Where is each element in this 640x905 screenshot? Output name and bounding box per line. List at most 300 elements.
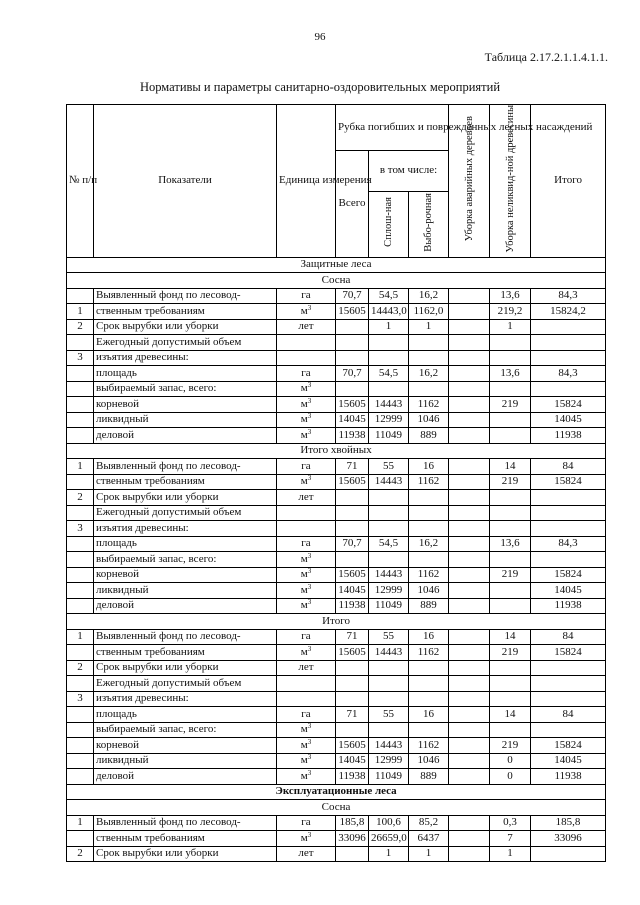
row-value [449,567,490,583]
row-indicator: ликвидный [94,753,277,769]
unit-superscript: 3 [307,567,312,576]
row-value: 185,8 [336,815,369,831]
table-row [67,412,606,428]
row-number [67,366,94,382]
row-value: 15824 [531,474,606,490]
row-value: 11938 [336,428,369,444]
unit-text: м [300,645,308,658]
section-row [67,614,606,630]
row-value: 14443,0 [369,304,409,320]
section-title: Защитные леса [67,257,606,273]
section-row [67,784,606,800]
row-value [531,521,606,537]
row-value: 15605 [336,645,369,661]
table-row [67,381,606,397]
row-value: 13,6 [490,366,531,382]
row-value: 11938 [531,428,606,444]
row-value: 55 [369,707,409,723]
row-value: 14 [490,459,531,475]
row-indicator: ственным требованиям [94,304,277,320]
row-unit [277,722,336,738]
row-value [490,691,531,707]
row-value [449,350,490,366]
table-row [67,459,606,475]
unit-text: м [300,428,308,441]
row-number [67,412,94,428]
row-value [449,738,490,754]
row-number: 2 [67,319,94,335]
row-value [336,319,369,335]
unit-text: м [300,831,308,844]
row-number [67,474,94,490]
row-value [449,304,490,320]
row-value: 11938 [531,769,606,785]
row-value: 84,3 [531,366,606,382]
row-value [336,722,369,738]
row-value [531,319,606,335]
row-value [490,335,531,351]
row-value: 12999 [369,753,409,769]
row-indicator: корневой [94,738,277,754]
table-row [67,676,606,692]
header-total-felling: Всего [336,151,369,258]
row-value [490,583,531,599]
row-indicator: изъятия древесины: [94,350,277,366]
row-number: 3 [67,691,94,707]
row-unit [277,397,336,413]
row-value [369,660,409,676]
row-value [449,831,490,847]
row-indicator: изъятия древесины: [94,691,277,707]
row-indicator: площадь [94,536,277,552]
row-value: 15824 [531,397,606,413]
row-value [449,428,490,444]
row-value: 71 [336,629,369,645]
row-value [531,505,606,521]
row-indicator: ственным требованиям [94,645,277,661]
row-value: 14045 [531,412,606,428]
row-value: 14443 [369,474,409,490]
row-value [449,505,490,521]
row-value [449,552,490,568]
section-row [67,257,606,273]
row-unit [277,707,336,723]
row-unit [277,831,336,847]
unit-text: лет [298,847,314,860]
unit-text: м [300,475,308,488]
row-value: 70,7 [336,536,369,552]
row-number: 1 [67,815,94,831]
row-unit [277,598,336,614]
header-including: в том числе: [369,151,449,192]
row-indicator: ственным требованиям [94,474,277,490]
row-value [449,366,490,382]
row-value: 15605 [336,738,369,754]
row-number: 1 [67,629,94,645]
row-unit [277,366,336,382]
row-value: 11938 [336,769,369,785]
row-value: 14045 [336,583,369,599]
table-row [67,335,606,351]
row-value [531,350,606,366]
table-row [67,304,606,320]
row-value: 889 [409,428,449,444]
row-value [531,676,606,692]
row-value [449,397,490,413]
row-value [409,521,449,537]
row-unit [277,304,336,320]
row-value [490,505,531,521]
unit-text: м [300,583,308,596]
row-value: 11049 [369,769,409,785]
table-row [67,769,606,785]
row-value [449,676,490,692]
row-indicator: Срок вырубки или уборки [94,660,277,676]
row-value: 219 [490,645,531,661]
row-value: 70,7 [336,288,369,304]
row-number [67,645,94,661]
table-row [67,753,606,769]
row-value: 13,6 [490,536,531,552]
row-value [409,505,449,521]
row-value [449,629,490,645]
header-emergency: Уборка аварийных деревьев [449,105,490,258]
row-value [490,428,531,444]
table-row [67,629,606,645]
row-value: 1162 [409,397,449,413]
unit-text: га [301,630,311,643]
row-unit [277,769,336,785]
row-unit [277,319,336,335]
row-value: 16,2 [409,288,449,304]
row-value: 219,2 [490,304,531,320]
row-value [490,350,531,366]
section-row [67,443,606,459]
row-value: 1162 [409,474,449,490]
row-value [336,691,369,707]
unit-text: м [300,552,308,565]
row-value: 26659,0 [369,831,409,847]
row-unit [277,350,336,366]
row-value [531,335,606,351]
row-value: 1 [369,846,409,862]
table-row [67,505,606,521]
row-value: 7 [490,831,531,847]
row-value [449,288,490,304]
row-value [449,846,490,862]
row-value: 14045 [336,412,369,428]
row-value: 11938 [531,598,606,614]
row-indicator: деловой [94,428,277,444]
row-indicator: Выявленный фонд по лесовод- [94,288,277,304]
row-value [336,381,369,397]
table-row [67,552,606,568]
row-value: 14443 [369,738,409,754]
unit-superscript: 3 [307,598,312,607]
unit-text: лет [298,490,314,503]
row-unit [277,381,336,397]
row-value: 1 [409,319,449,335]
table-label: Таблица 2.17.2.1.1.4.1.1. [484,50,608,64]
row-value: 16 [409,459,449,475]
row-value [531,691,606,707]
row-value [449,598,490,614]
row-value: 14 [490,629,531,645]
row-value: 1 [369,319,409,335]
row-value: 1046 [409,583,449,599]
unit-superscript: 3 [307,474,312,483]
row-number: 1 [67,459,94,475]
row-value [449,583,490,599]
row-unit [277,536,336,552]
header-sum: Итого [531,105,606,258]
row-value: 1162 [409,567,449,583]
unit-superscript: 3 [307,582,312,591]
unit-text: лет [298,320,314,333]
row-value [369,335,409,351]
row-indicator: Ежегодный допустимый объем [94,505,277,521]
unit-text: лет [298,661,314,674]
row-value [449,769,490,785]
row-value: 0 [490,753,531,769]
row-value: 55 [369,629,409,645]
table-row [67,428,606,444]
unit-superscript: 3 [307,396,312,405]
row-indicator: ликвидный [94,583,277,599]
row-value [490,722,531,738]
row-value: 14045 [531,583,606,599]
unit-superscript: 3 [307,722,312,731]
table-row [67,707,606,723]
table-row [67,536,606,552]
row-indicator: выбираемый запас, всего: [94,552,277,568]
row-indicator: корневой [94,567,277,583]
row-indicator: Срок вырубки или уборки [94,846,277,862]
row-indicator: Срок вырубки или уборки [94,319,277,335]
row-value [490,521,531,537]
row-number [67,753,94,769]
row-value: 12999 [369,412,409,428]
row-unit [277,753,336,769]
row-value: 15824 [531,567,606,583]
section-title: Итого [67,614,606,630]
row-value: 14443 [369,567,409,583]
row-value [449,753,490,769]
row-indicator: Срок вырубки или уборки [94,490,277,506]
row-value: 14443 [369,397,409,413]
row-indicator: выбираемый запас, всего: [94,381,277,397]
row-unit [277,846,336,862]
row-value [336,335,369,351]
row-value [449,691,490,707]
row-value [369,505,409,521]
row-value [531,722,606,738]
row-value: 71 [336,707,369,723]
row-value [490,552,531,568]
row-value: 6437 [409,831,449,847]
row-unit [277,738,336,754]
row-value: 54,5 [369,536,409,552]
unit-text: м [300,723,308,736]
row-value: 1 [409,846,449,862]
table-row [67,738,606,754]
row-value [409,722,449,738]
row-value [409,350,449,366]
unit-text: м [300,397,308,410]
row-value [409,691,449,707]
header-num: № п/п [67,105,94,258]
unit-text: м [300,413,308,426]
unit-superscript: 3 [307,644,312,653]
row-value: 219 [490,567,531,583]
header-clear: Сплош-ная [369,191,409,257]
row-value: 889 [409,598,449,614]
unit-text: м [300,304,308,317]
row-indicator: деловой [94,598,277,614]
unit-superscript: 3 [307,303,312,312]
row-value [336,350,369,366]
row-value [369,381,409,397]
row-value [409,552,449,568]
table-row [67,366,606,382]
row-value: 84,3 [531,536,606,552]
header-illiquid: Уборка неликвид-ной древесины [490,105,531,258]
row-value: 84 [531,629,606,645]
row-value [336,521,369,537]
row-value: 100,6 [369,815,409,831]
row-number [67,722,94,738]
table-row [67,397,606,413]
row-value [449,815,490,831]
row-value: 889 [409,769,449,785]
row-value [449,412,490,428]
table-row [67,831,606,847]
row-unit [277,567,336,583]
row-value: 15605 [336,397,369,413]
row-value: 16,2 [409,536,449,552]
row-value [531,846,606,862]
unit-text: м [300,568,308,581]
row-indicator: Ежегодный допустимый объем [94,676,277,692]
row-indicator: площадь [94,366,277,382]
row-number [67,769,94,785]
row-unit [277,645,336,661]
row-value: 1162 [409,738,449,754]
row-value: 14443 [369,645,409,661]
row-unit [277,629,336,645]
row-unit [277,490,336,506]
row-value [490,676,531,692]
row-value [369,676,409,692]
row-indicator: Выявленный фонд по лесовод- [94,629,277,645]
row-value: 219 [490,474,531,490]
row-unit [277,428,336,444]
row-value [336,552,369,568]
row-number [67,598,94,614]
row-value: 55 [369,459,409,475]
header-indicator: Показатели [94,105,277,258]
row-indicator: корневой [94,397,277,413]
row-value [369,490,409,506]
row-value [336,505,369,521]
table-row [67,815,606,831]
row-number: 2 [67,660,94,676]
row-unit [277,552,336,568]
table-row [67,350,606,366]
row-value: 33096 [531,831,606,847]
row-value [490,598,531,614]
row-value: 54,5 [369,288,409,304]
row-value: 16,2 [409,366,449,382]
row-unit [277,583,336,599]
row-value [336,660,369,676]
row-unit [277,815,336,831]
row-value: 0 [490,769,531,785]
row-value [531,552,606,568]
page-number: 96 [314,31,326,43]
section-title: Итого хвойных [67,443,606,459]
row-value: 15824 [531,738,606,754]
table-row [67,567,606,583]
row-number [67,567,94,583]
row-indicator: деловой [94,769,277,785]
row-value [369,552,409,568]
table-row [67,288,606,304]
row-indicator: выбираемый запас, всего: [94,722,277,738]
unit-text: га [301,816,311,829]
row-value [409,660,449,676]
unit-text: га [301,537,311,550]
table-row [67,319,606,335]
row-value [490,381,531,397]
row-unit [277,676,336,692]
row-value [531,660,606,676]
row-number: 3 [67,521,94,537]
row-unit [277,691,336,707]
row-value [336,676,369,692]
table-row [67,521,606,537]
row-number [67,505,94,521]
row-value: 219 [490,397,531,413]
row-value: 1046 [409,412,449,428]
row-value: 84 [531,707,606,723]
table-row [67,474,606,490]
row-value: 54,5 [369,366,409,382]
row-number [67,552,94,568]
row-unit [277,521,336,537]
header-unit: Единица измерения [277,105,336,258]
unit-text: га [301,707,311,720]
row-value: 15824,2 [531,304,606,320]
row-value: 1162 [409,645,449,661]
row-number: 2 [67,846,94,862]
row-value [409,676,449,692]
row-value [409,490,449,506]
row-value [449,521,490,537]
row-number: 3 [67,350,94,366]
row-value: 70,7 [336,366,369,382]
unit-superscript: 3 [307,381,312,390]
row-value: 1162,0 [409,304,449,320]
row-unit [277,459,336,475]
row-value: 14045 [336,753,369,769]
row-unit [277,288,336,304]
row-value [409,381,449,397]
row-number [67,335,94,351]
row-number [67,738,94,754]
row-indicator: изъятия древесины: [94,521,277,537]
table-row [67,691,606,707]
